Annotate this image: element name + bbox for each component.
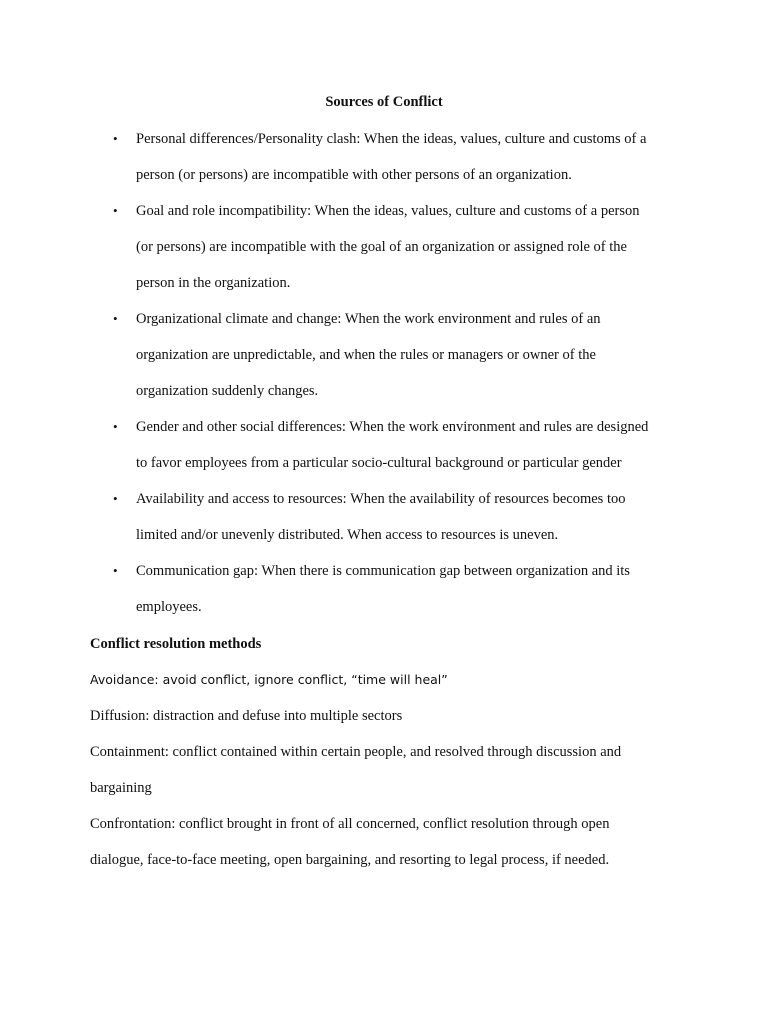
bullet-text-line: Gender and other social differences: When the work environment and rules are designed xyxy=(136,419,649,435)
bullet-text-line: employees. xyxy=(136,599,202,615)
bullet-item xyxy=(0,200,768,308)
method-text-line: Confrontation: conflict brought in front of all concerned, conflict resolution through open xyxy=(90,816,610,832)
method-text-line: Containment: conflict contained within certain people, and resolved through discussion and xyxy=(90,744,622,760)
bullet-text-line: Communication gap: When there is communication gap between organization and its xyxy=(136,563,630,579)
bullet-text-line: to favor employees from a particular socio-cultural background or particular gender xyxy=(136,455,622,471)
bullet-icon: • xyxy=(113,203,118,218)
method-text-line: dialogue, face-to-face meeting, open bargaining, and resorting to legal process, if needed. xyxy=(90,852,610,868)
bullet-item xyxy=(0,308,768,416)
bullet-text-line: organization suddenly changes. xyxy=(136,383,319,399)
method-text-line: Diffusion: distraction and defuse into multiple sectors xyxy=(90,708,403,724)
method-confrontation xyxy=(90,813,690,885)
method-text-line: Avoidance: avoid conflict, ignore conflict, “time will heal” xyxy=(90,672,448,687)
bullet-text-line: person in the organization. xyxy=(136,275,291,291)
bullet-text-line: Goal and role incompatibility: When the ideas, values, culture and customs of a person xyxy=(136,203,640,219)
method-text-line: bargaining xyxy=(90,780,152,796)
bullet-item xyxy=(0,488,768,560)
bullet-icon: • xyxy=(113,419,118,434)
method-avoidance xyxy=(90,669,690,705)
bullet-item xyxy=(0,128,768,200)
bullet-item xyxy=(0,560,768,632)
page-title: Sources of Conflict xyxy=(325,94,443,110)
bullet-icon: • xyxy=(113,491,118,506)
method-diffusion xyxy=(90,705,690,741)
methods-heading: Conflict resolution methods xyxy=(90,636,262,652)
bullet-icon: • xyxy=(113,563,118,578)
bullet-icon: • xyxy=(113,131,118,146)
method-containment xyxy=(90,741,690,813)
bullet-text-line: person (or persons) are incompatible with other persons of an organization. xyxy=(136,167,572,183)
bullet-text-line: (or persons) are incompatible with the goal of an organization or assigned role of the xyxy=(136,239,627,255)
bullet-text-line: Organizational climate and change: When the work environment and rules of an xyxy=(136,311,601,327)
sources-bullet-list xyxy=(0,128,768,632)
bullet-text-line: limited and/or unevenly distributed. When access to resources is uneven. xyxy=(136,527,559,543)
bullet-text-line: Personal differences/Personality clash: When the ideas, values, culture and customs of a xyxy=(136,131,647,147)
bullet-icon: • xyxy=(113,311,118,326)
bullet-text-line: Availability and access to resources: When the availability of resources becomes too xyxy=(136,491,626,507)
bullet-item xyxy=(0,416,768,488)
bullet-text-line: organization are unpredictable, and when the rules or managers or owner of the xyxy=(136,347,596,363)
